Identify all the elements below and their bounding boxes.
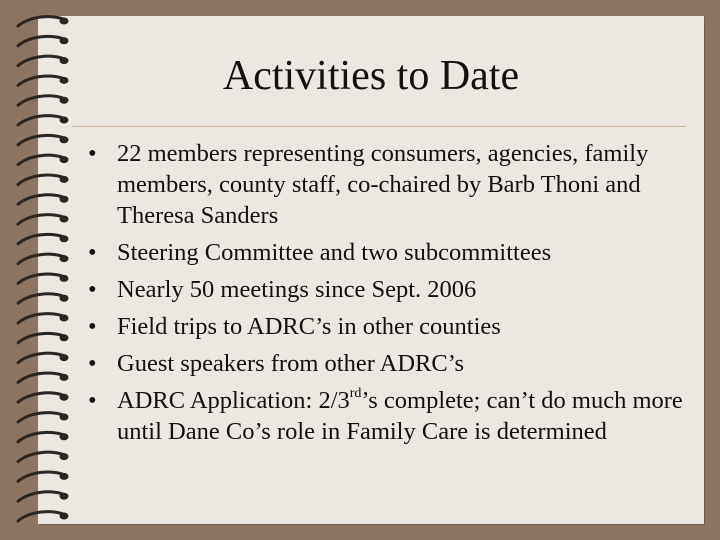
list-item-text: Guest speakers from other ADRC’s xyxy=(117,350,465,377)
bullet-icon: • xyxy=(88,387,97,414)
list-item-text: 22 members representing consumers, agencies, family members, county staff, co-chaired by Barb Thoni and Theresa Sanders xyxy=(117,140,649,229)
list-item-text: Field trips to ADRC’s in other counties xyxy=(117,313,501,340)
list-item-superscript: rd xyxy=(349,385,362,401)
slide-title: Activities to Date xyxy=(222,53,520,99)
list-item xyxy=(88,385,688,447)
list-item-text: Steering Committee and two subcommittees xyxy=(117,239,552,266)
bullet-list xyxy=(88,138,688,453)
bullet-icon: • xyxy=(88,140,97,167)
bullet-icon: • xyxy=(88,276,97,303)
bullet-icon: • xyxy=(88,313,97,340)
list-item-text: Nearly 50 meetings since Sept. 2006 xyxy=(117,276,477,303)
list-item-text-end: ’s complete; can’t do much more until Dane Co’s role in Family Care is determined xyxy=(117,387,683,445)
list-item-text-start: ADRC Application: 2/3 xyxy=(117,387,350,414)
list-item xyxy=(88,348,688,379)
list-item xyxy=(88,274,688,305)
list-item xyxy=(88,311,688,342)
bullet-icon: • xyxy=(88,350,97,377)
list-item xyxy=(88,237,688,268)
bullet-icon: • xyxy=(88,239,97,266)
title-divider xyxy=(72,126,686,127)
list-item xyxy=(88,138,688,231)
